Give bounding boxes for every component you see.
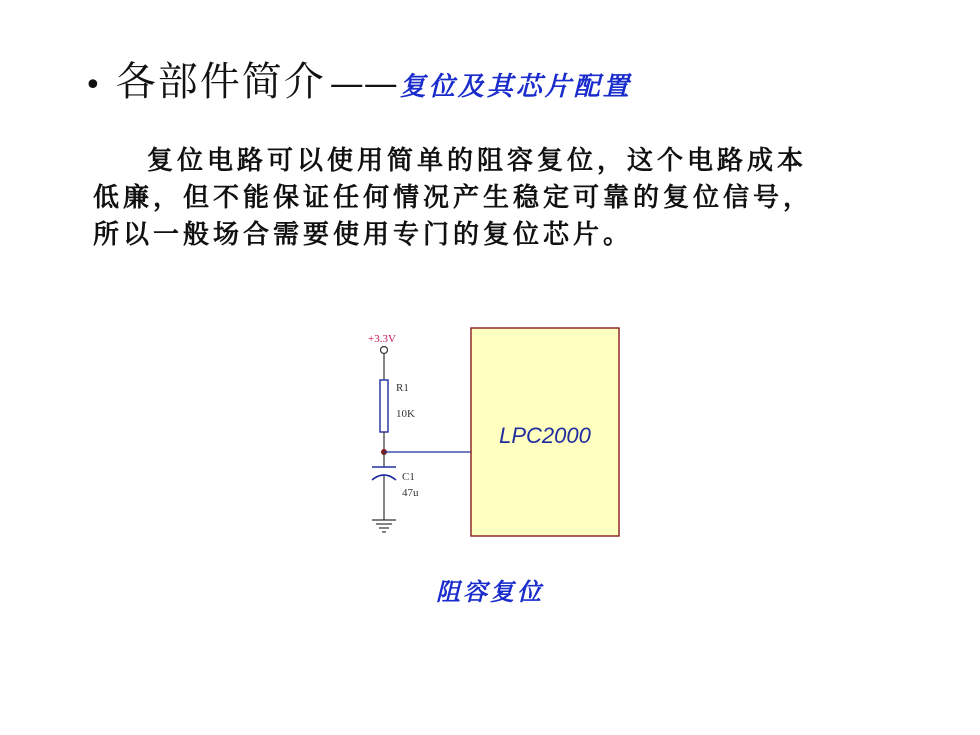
paragraph-line-3: 所以一般场合需要使用专门的复位芯片。 (93, 220, 634, 250)
chip-label: LPC2000 (499, 423, 591, 448)
resistor-ref-label: R1 (396, 382, 409, 394)
capacitor-value-label: 47u (402, 487, 419, 499)
paragraph-line-1: 复位电路可以使用简单的阻容复位，这个电路成本 (147, 146, 808, 176)
body-paragraph (93, 143, 893, 254)
resistor-value-label: 10K (396, 408, 415, 420)
figure-caption: 阻容复位 (436, 577, 544, 606)
ground-icon (372, 520, 396, 532)
title-subtitle: 复位及其芯片配置 (399, 72, 632, 102)
bullet-point: • (84, 68, 102, 103)
supply-terminal-icon (381, 347, 388, 354)
supply-label: +3.3V (368, 333, 396, 345)
capacitor-ref-label: C1 (402, 471, 415, 483)
title-main: 各部件简介 (115, 59, 326, 105)
rc-reset-schematic (350, 320, 650, 550)
title-dash: —— (329, 64, 398, 104)
resistor-r1 (380, 380, 388, 432)
slide-title (84, 50, 632, 107)
paragraph-line-2: 低廉，但不能保证任何情况产生稳定可靠的复位信号， (93, 183, 814, 213)
